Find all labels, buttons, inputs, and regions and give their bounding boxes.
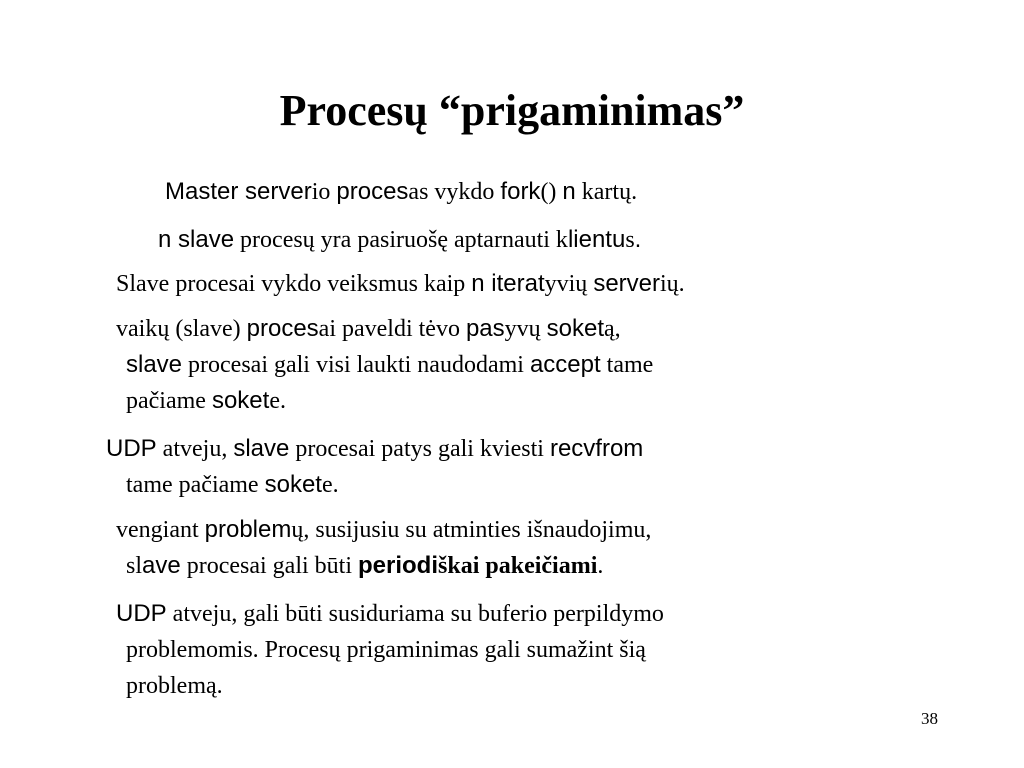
text-run: e. [321,472,339,498]
paragraph-line [116,266,685,302]
text-run: vaikų (slave) [116,316,247,342]
text-run: s [625,227,635,253]
text-run: procesai gali visi laukti naudodami [182,352,530,378]
text-run: kartų. [575,179,638,205]
paragraph-line: problemą. [126,673,223,699]
text-run: fork [500,178,541,205]
text-run: UDP [116,600,167,627]
text-run: ai paveldi tėvo [318,316,466,342]
text-run: problem [204,516,292,543]
text-run: n iterat [471,270,545,297]
paragraph-master-server [165,174,637,210]
text-run: proces [336,178,409,205]
paragraph-line [116,596,664,632]
text-run: soket [546,315,605,342]
paragraph-line [116,311,653,347]
text-run: ave [142,552,181,579]
text-run: atveju, [156,436,234,462]
paragraph-line [158,222,641,258]
text-run: () [540,179,563,205]
text-run: tame pačiame [126,472,265,498]
paragraph-udp-recvfrom [106,431,643,503]
text-run: procesai patys gali kviesti [289,436,550,462]
text-run: ų, susijusiu su atminties išnaudojimu, [291,517,652,543]
text-run: pačiame [126,388,212,414]
text-run: periodi [358,552,439,579]
text-run: yv [504,316,529,342]
text-run: ių. [660,271,685,297]
text-run: accept [529,351,601,378]
paragraph-line [116,347,653,383]
text-run: io [311,179,337,205]
text-run: e. [269,388,286,414]
text-run: UDP [106,435,157,462]
text-run: Master server [165,178,312,205]
paragraph-line [106,431,643,467]
paragraph-slave-processes [158,222,641,258]
paragraph-memory-problems [116,512,651,584]
paragraph-line: problemomis. Procesų prigaminimas gali sumažint šią [126,637,646,663]
text-run: recvfrom [549,435,644,462]
text-run: . [634,226,642,253]
text-run: . [597,553,604,579]
text-run: ą, [604,316,621,342]
text-run: slave [233,435,290,462]
text-run: pas [465,315,505,342]
paragraph-iterative-servers [116,266,685,302]
text-run: n [562,178,576,205]
text-run: škai pakeičiami [438,553,598,579]
page-number: 38 [921,709,938,728]
text-run: soket [264,471,322,498]
paragraph-line [106,467,643,503]
text-run: ių [568,271,594,297]
text-run: vengiant [116,517,205,543]
paragraph-udp-buffer-overflow [116,596,664,704]
paragraph-line [165,174,637,210]
slide-title: Procesų “prigaminimas” [279,86,745,135]
text-run: procesų yra pasiruošę aptarnauti k [234,227,568,253]
text-run: n slave [158,226,235,253]
text-run: tame [600,352,654,378]
text-run: lientu [567,226,626,253]
paragraph-line [116,383,653,419]
paragraph-line [116,548,651,584]
text-run: soket [211,387,270,414]
text-run: Slave procesai vykdo veiksmus kaip [116,271,472,297]
text-run: slave [126,351,183,378]
paragraph-line [116,512,651,548]
text-run: server [593,270,660,297]
paragraph-passive-socket [116,311,653,419]
text-run: ų [528,316,547,342]
text-run: sl [126,553,143,579]
text-run: atveju, gali būti susiduriama su buferio perpildymo [166,601,664,627]
text-run: proces [246,315,319,342]
text-run: as [408,179,435,205]
text-run: yv [544,271,569,297]
text-run: procesai gali būti [180,553,358,579]
text-run: vykdo [434,179,501,205]
